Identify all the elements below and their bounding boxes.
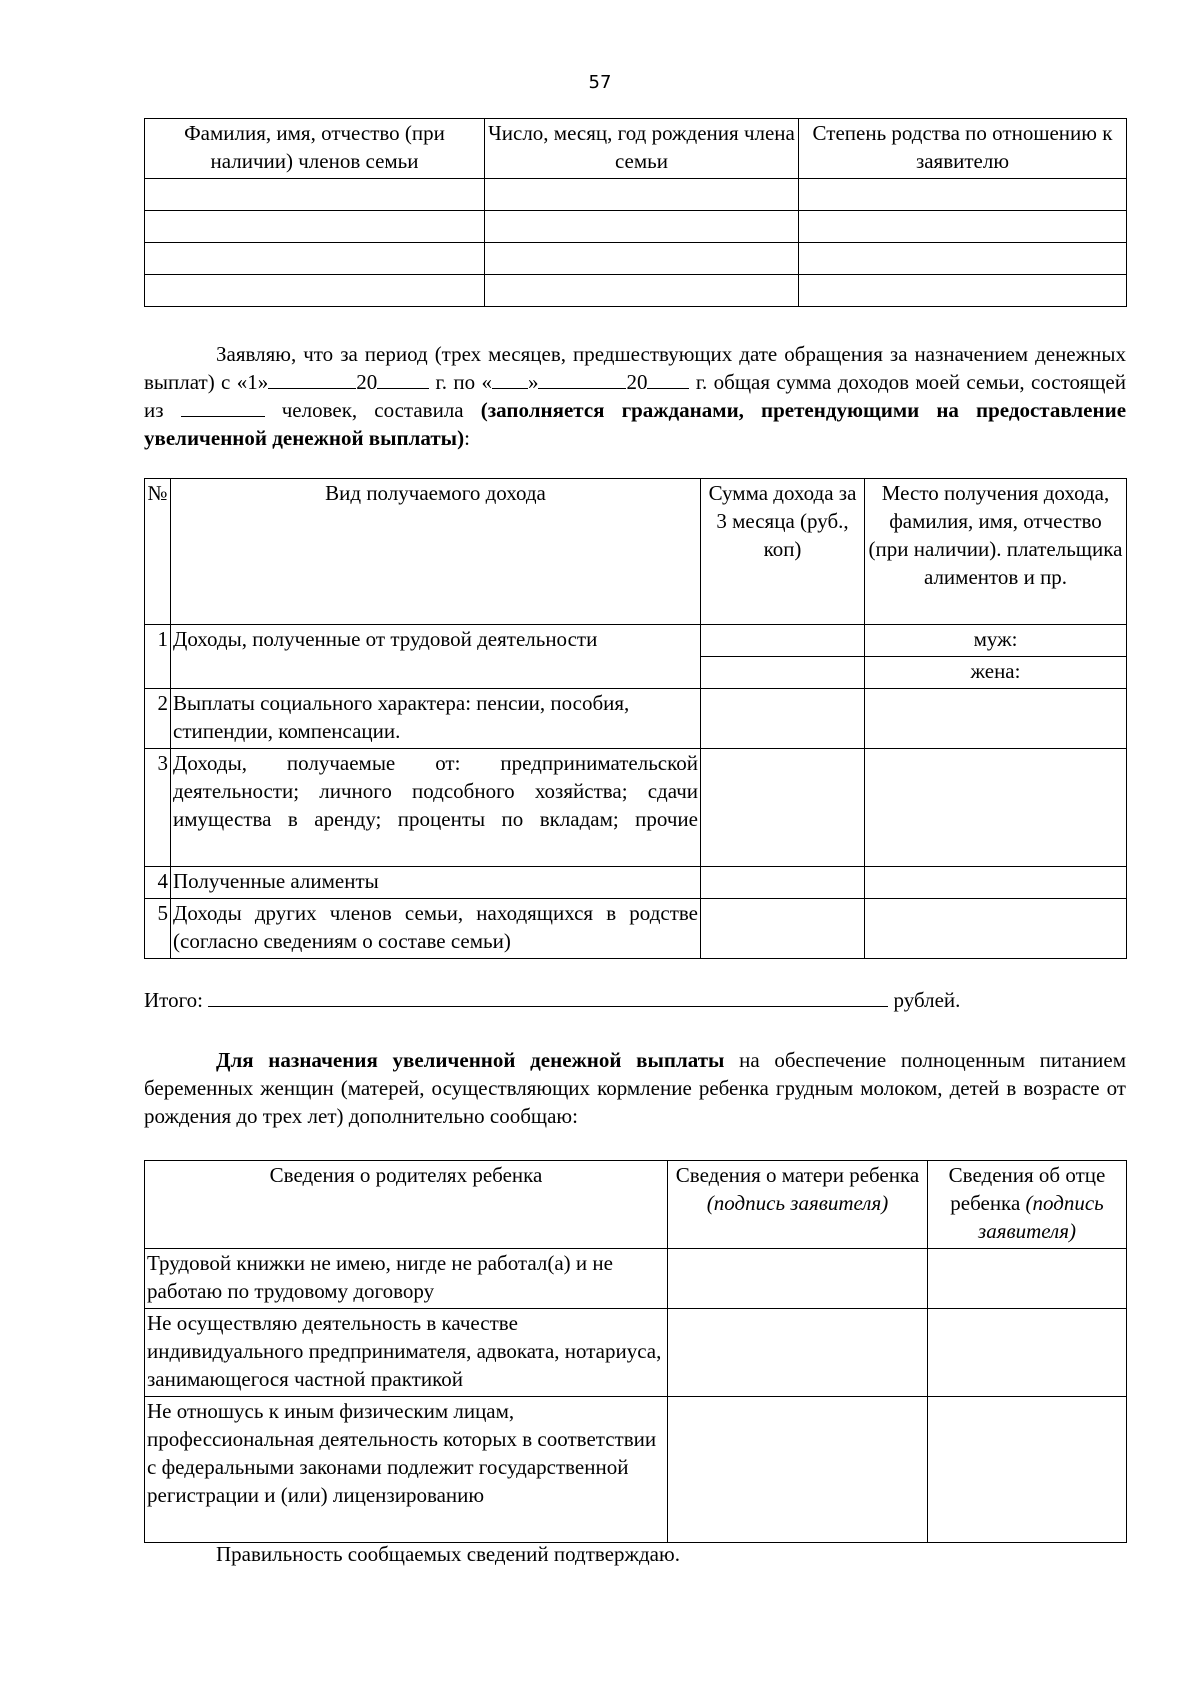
income-statement	[144, 340, 1126, 452]
father-signature-cell[interactable]	[928, 1397, 1127, 1543]
sum-cell[interactable]	[701, 749, 865, 867]
place-cell[interactable]	[865, 749, 1127, 867]
statement-text-6: г. общая сумма доходов моей семьи, состоящей из	[144, 370, 1126, 422]
place-cell[interactable]	[865, 899, 1127, 959]
row-number: 2	[145, 689, 171, 749]
table-row	[145, 211, 1127, 243]
month-to-blank[interactable]	[538, 368, 626, 389]
row-number: 5	[145, 899, 171, 959]
statement-colon: :	[464, 426, 470, 450]
place-cell-husband[interactable]: муж:	[865, 625, 1127, 657]
increased-text: на обеспечение полноценным питанием беременных женщин (матерей, осуществляющих кормление ребенка грудным молоком, детей в возрасте от рождения до трех лет) дополнительно сообщаю:	[144, 1048, 1127, 1128]
increased-payment-paragraph	[144, 1046, 1126, 1130]
father-header-label: Сведения об отце ребенка	[948, 1163, 1106, 1215]
total-line	[144, 986, 1126, 1014]
row-number: 4	[145, 867, 171, 899]
input-cell[interactable]	[799, 243, 1127, 275]
statement-text-2: 20	[356, 370, 378, 394]
parents-header-mother	[668, 1161, 928, 1249]
parents-table	[144, 1160, 1127, 1543]
row-label: Выплаты социального характера: пенсии, пособия, стипендии, компенсации.	[171, 689, 701, 749]
table-row	[145, 899, 1127, 959]
table-row	[145, 689, 1127, 749]
sum-cell-husband[interactable]	[701, 625, 865, 657]
family-members-table	[144, 118, 1127, 307]
table-row	[145, 867, 1127, 899]
year-to-blank[interactable]	[647, 368, 689, 389]
parents-header-father	[928, 1161, 1127, 1249]
sum-cell-wife[interactable]	[701, 657, 865, 689]
mother-signature-note: (подпись заявителя)	[706, 1191, 889, 1215]
input-cell[interactable]	[485, 275, 799, 307]
row-number: 3	[145, 749, 171, 867]
input-cell[interactable]	[145, 179, 485, 211]
income-header-type: Вид получаемого дохода	[171, 479, 701, 625]
table-row	[145, 275, 1127, 307]
father-signature-cell[interactable]	[928, 1249, 1127, 1309]
income-header-num: №	[145, 479, 171, 625]
table-row	[145, 1309, 1127, 1397]
sum-cell[interactable]	[701, 689, 865, 749]
table-row	[145, 1249, 1127, 1309]
income-header-place: Место получения дохода, фамилия, имя, отчество (при наличии). плательщика алиментов и пр.	[865, 479, 1127, 625]
input-cell[interactable]	[145, 243, 485, 275]
family-header-birthdate: Число, месяц, год рождения члена семьи	[485, 119, 799, 179]
day-to-blank[interactable]	[492, 368, 528, 389]
increased-bold: Для назначения увеличенной денежной выплаты	[216, 1048, 725, 1072]
input-cell[interactable]	[799, 275, 1127, 307]
father-signature-cell[interactable]	[928, 1309, 1127, 1397]
row-number: 1	[145, 625, 171, 689]
total-unit: рублей.	[893, 988, 961, 1012]
place-cell[interactable]	[865, 867, 1127, 899]
input-cell[interactable]	[145, 275, 485, 307]
statement-text-5: 20	[626, 370, 648, 394]
statement-text-7: человек, составила	[281, 398, 464, 422]
parents-row-label: Не осуществляю деятельность в качестве индивидуального предпринимателя, адвоката, нотариуса, занимающегося частной практикой	[145, 1309, 668, 1397]
total-label: Итого:	[144, 988, 203, 1012]
mother-header-label: Сведения о матери ребенка	[675, 1163, 920, 1187]
input-cell[interactable]	[485, 211, 799, 243]
input-cell[interactable]	[485, 179, 799, 211]
input-cell[interactable]	[145, 211, 485, 243]
page-number: 57	[588, 72, 612, 93]
income-header-sum: Сумма дохода за 3 месяца (руб., коп)	[701, 479, 865, 625]
statement-text-3: г. по «	[435, 370, 492, 394]
parents-row-label: Трудовой книжки не имею, нигде не работал(а) и не работаю по трудовому договору	[145, 1249, 668, 1309]
table-row	[145, 625, 1127, 657]
total-blank[interactable]	[208, 986, 888, 1007]
table-row	[145, 1397, 1127, 1543]
confirmation-text: Правильность сообщаемых сведений подтверждаю.	[216, 1542, 680, 1566]
row-label: Доходы, полученные от трудовой деятельности	[171, 625, 701, 689]
statement-text-1: Заявляю, что за период (трех месяцев, предшествующих дате обращения за назначением денежных выплат) с «1»	[144, 342, 1126, 394]
father-signature-note: (подпись заявителя)	[978, 1191, 1104, 1243]
statement-text-4: »	[527, 370, 539, 394]
row-label: Доходы других членов семьи, находящихся в родстве (согласно сведениям о составе семьи)	[171, 899, 701, 959]
sum-cell[interactable]	[701, 899, 865, 959]
family-header-relation: Степень родства по отношению к заявителю	[799, 119, 1127, 179]
mother-signature-cell[interactable]	[668, 1397, 928, 1543]
row-label: Полученные алименты	[171, 867, 701, 899]
table-row	[145, 243, 1127, 275]
input-cell[interactable]	[799, 179, 1127, 211]
mother-signature-cell[interactable]	[668, 1249, 928, 1309]
table-row	[145, 179, 1127, 211]
income-table	[144, 478, 1127, 959]
table-row	[145, 749, 1127, 867]
place-cell-wife[interactable]: жена:	[865, 657, 1127, 689]
family-header-name: Фамилия, имя, отчество (при наличии) членов семьи	[145, 119, 485, 179]
mother-signature-cell[interactable]	[668, 1309, 928, 1397]
year-from-blank[interactable]	[377, 368, 429, 389]
family-size-blank[interactable]	[181, 396, 265, 417]
parents-header-info: Сведения о родителях ребенка	[145, 1161, 668, 1249]
place-cell[interactable]	[865, 689, 1127, 749]
input-cell[interactable]	[799, 211, 1127, 243]
row-label: Доходы, получаемые от: предпринимательской деятельности; личного подсобного хозяйства; сдачи имущества в аренду; проценты по вкладам; прочие	[171, 749, 701, 867]
statement-note: (заполняется гражданами, претендующими на предоставление увеличенной денежной выплаты)	[144, 398, 1127, 450]
input-cell[interactable]	[485, 243, 799, 275]
month-from-blank[interactable]	[268, 368, 356, 389]
parents-row-label: Не отношусь к иным физическим лицам, профессиональная деятельность которых в соответствии с федеральными законами подлежит государственной регистрации и (или) лицензированию	[145, 1397, 668, 1543]
sum-cell[interactable]	[701, 867, 865, 899]
